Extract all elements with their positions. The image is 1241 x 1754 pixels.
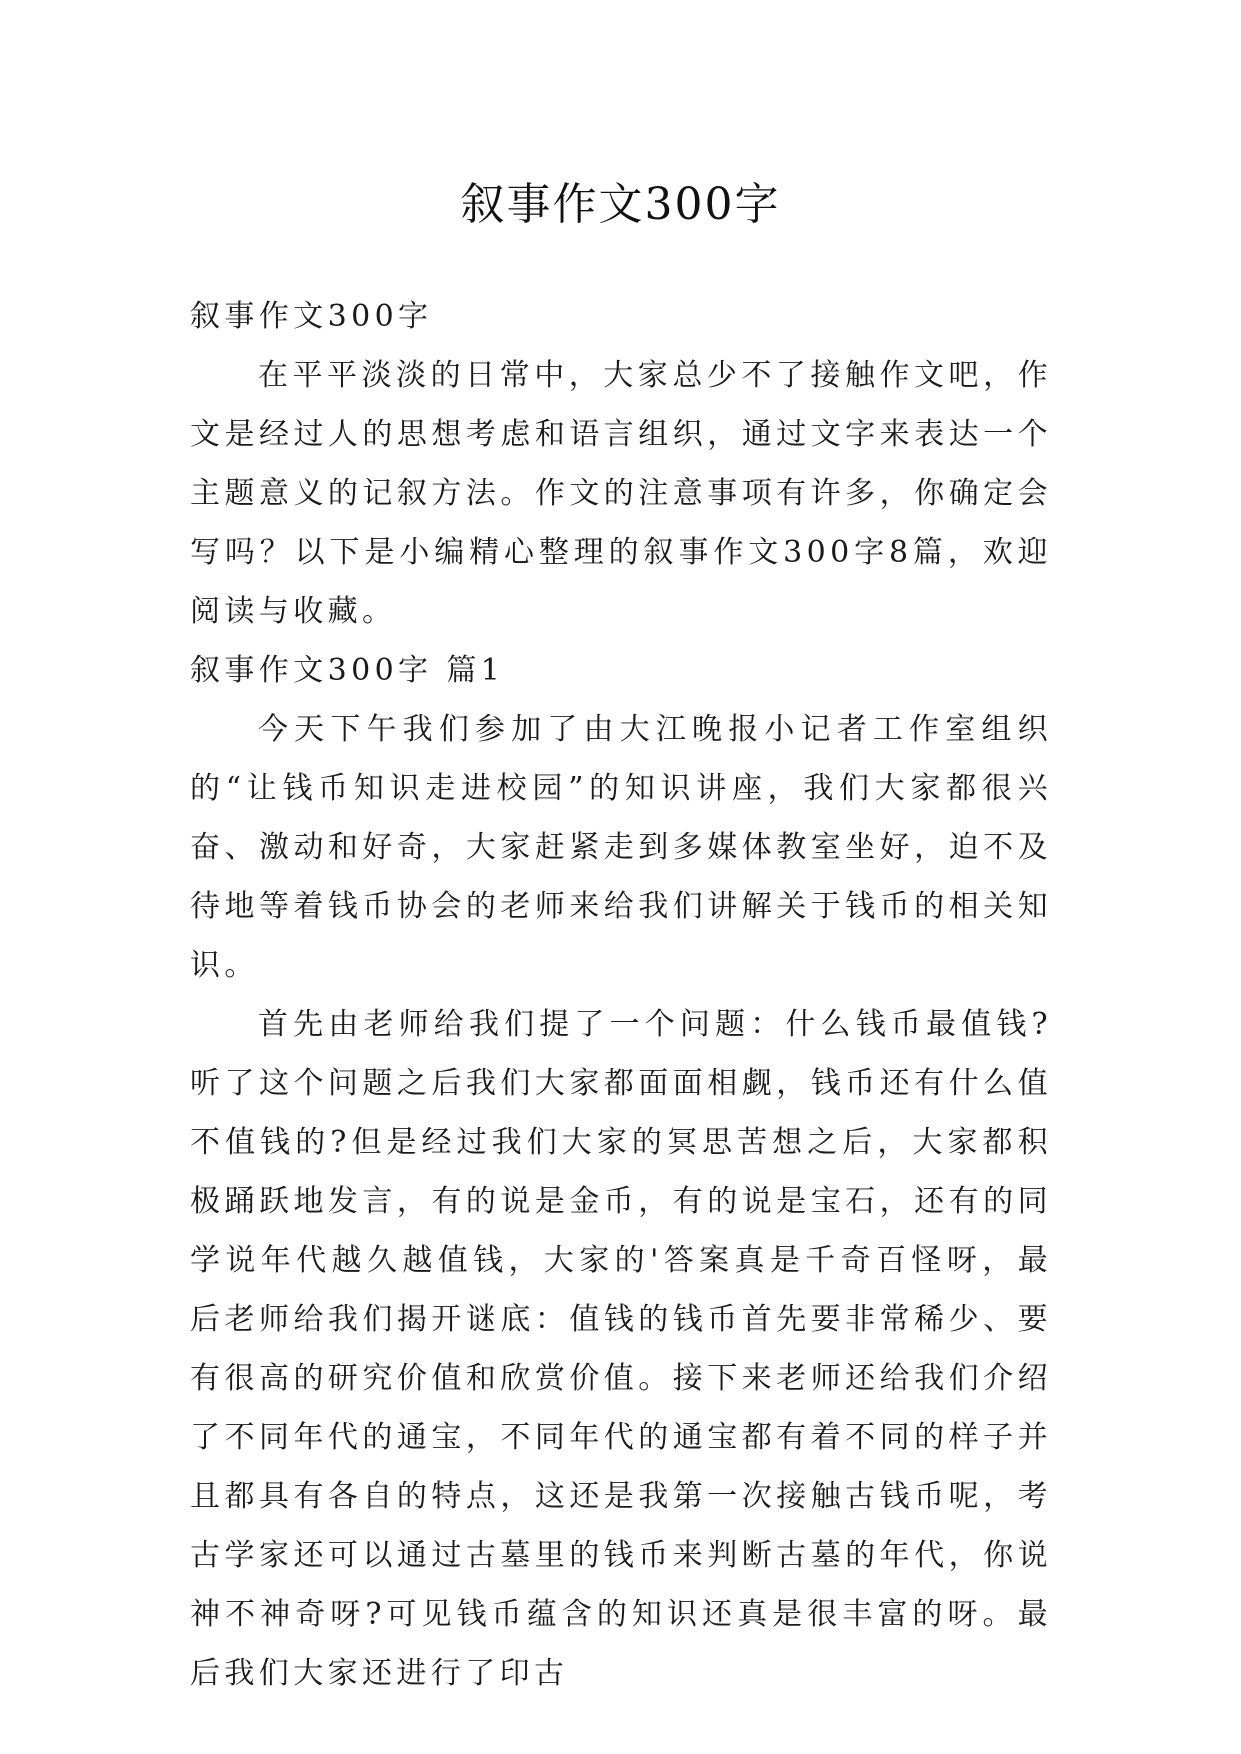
- document-subtitle: 叙事作文300字: [190, 299, 433, 334]
- body-paragraph: 今天下午我们参加了由大江晚报小记者工作室组织的“让钱币知识走进校园”的知识讲座，我们大家都很兴奋、激动和好奇，大家赶紧走到多媒体教室坐好，迫不及待地等着钱币协会的老师来给我们讲解关于钱币的相关知识。: [190, 712, 1052, 983]
- intro-paragraph: 在平平淡淡的日常中，大家总少不了接触作文吧，作文是经过人的思想考虑和语言组织，通过文字来表达一个主题意义的记叙方法。作文的注意事项有许多，你确定会写吗？以下是小编精心整理的叙事作文300字8篇，欢迎阅读与收藏。: [190, 358, 1052, 629]
- document-title: 叙事作文300字: [460, 179, 781, 231]
- section-heading: 叙事作文300字 篇1: [190, 653, 505, 688]
- body-paragraph: 首先由老师给我们提了一个问题：什么钱币最值钱?听了这个问题之后我们大家都面面相觑，钱币还有什么值不值钱的?但是经过我们大家的冥思苦想之后，大家都积极踊跃地发言，有的说是金币，有的说是宝石，还有的同学说年代越久越值钱，大家的'答案真是千奇百怪呀，最后老师给我们揭开谜底：值钱的钱币首先要非常稀少、要有很高的研究价值和欣赏价值。接下来老师还给我们介绍了不同年代的通宝，不同年代的通宝都有着不同的样子并且都具有各自的特点，这还是我第一次接触古钱币呢，考古学家还可以通过古墓里的钱币来判断古墓的年代，你说神不神奇呀?可见钱币蕴含的知识还真是很丰富的呀。最后我们大家还进行了印古: [190, 1007, 1052, 1691]
- document-body: [190, 287, 1052, 1703]
